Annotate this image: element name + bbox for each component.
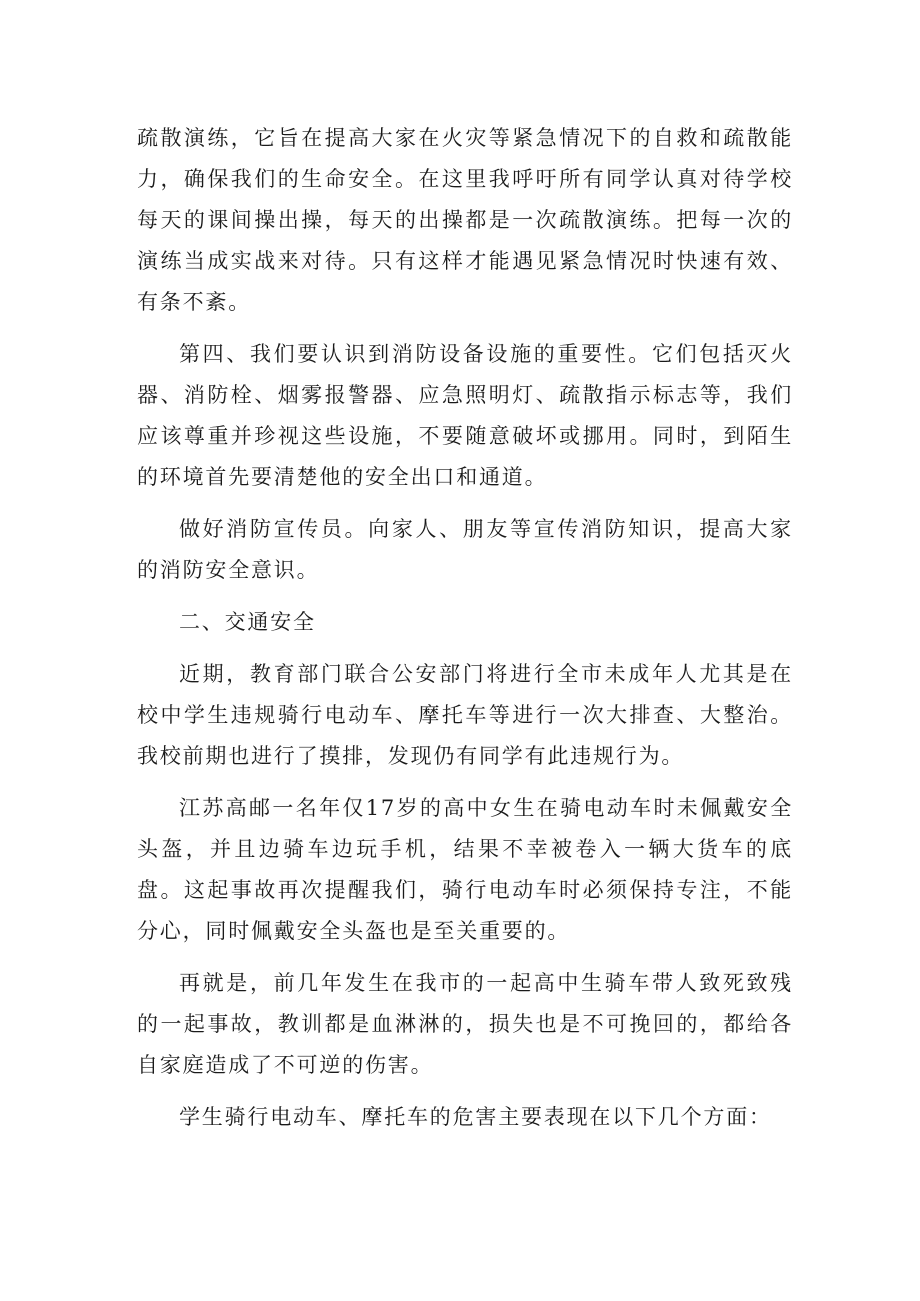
paragraph-fire-equipment: 第四、我们要认识到消防设备设施的重要性。它们包括灭火器、消防栓、烟雾报警器、应急照明灯、疏散指示标志等，我们应该尊重并珍视这些设施，不要随意破坏或挪用。同时，到陌生的环境首先要清楚他的安全出口和通道。 <box>137 342 793 489</box>
section-heading-traffic-safety: 二、交通安全 <box>179 610 316 634</box>
paragraph-local-accident: 再就是，前几年发生在我市的一起高中生骑车带人致死致残的一起事故，教训都是血淋淋的，损失也是不可挽回的，都给各自家庭造成了不可逆的伤害。 <box>137 971 793 1077</box>
document-body <box>137 118 793 1149</box>
paragraph-inspection-campaign: 近期，教育部门联合公安部门将进行全市未成年人尤其是在校中学生违规骑行电动车、摩托车等进行一次大排查、大整治。我校前期也进行了摸排，发现仍有同学有此违规行为。 <box>137 662 793 768</box>
paragraph-fire-publicity: 做好消防宣传员。向家人、朋友等宣传消防知识，提高大家的消防安全意识。 <box>137 517 793 582</box>
paragraph-gaoyou-accident: 江苏高邮一名年仅17岁的高中女生在骑电动车时未佩戴安全头盔，并且边骑车边玩手机，结果不幸被卷入一辆大货车的底盘。这起事故再次提醒我们，骑行电动车时必须保持专注，不能分心，同时佩戴安全头盔也是至关重要的。 <box>137 796 793 943</box>
paragraph-evacuation-drill: 疏散演练，它旨在提高大家在火灾等紧急情况下的自救和疏散能力，确保我们的生命安全。在这里我呼吁所有同学认真对待学校每天的课间操出操，每天的出操都是一次疏散演练。把每一次的演练当成实战来对待。只有这样才能遇见紧急情况时快速有效、有条不紊。 <box>137 126 793 314</box>
paragraph-hazards-intro: 学生骑行电动车、摩托车的危害主要表现在以下几个方面： <box>179 1105 772 1129</box>
